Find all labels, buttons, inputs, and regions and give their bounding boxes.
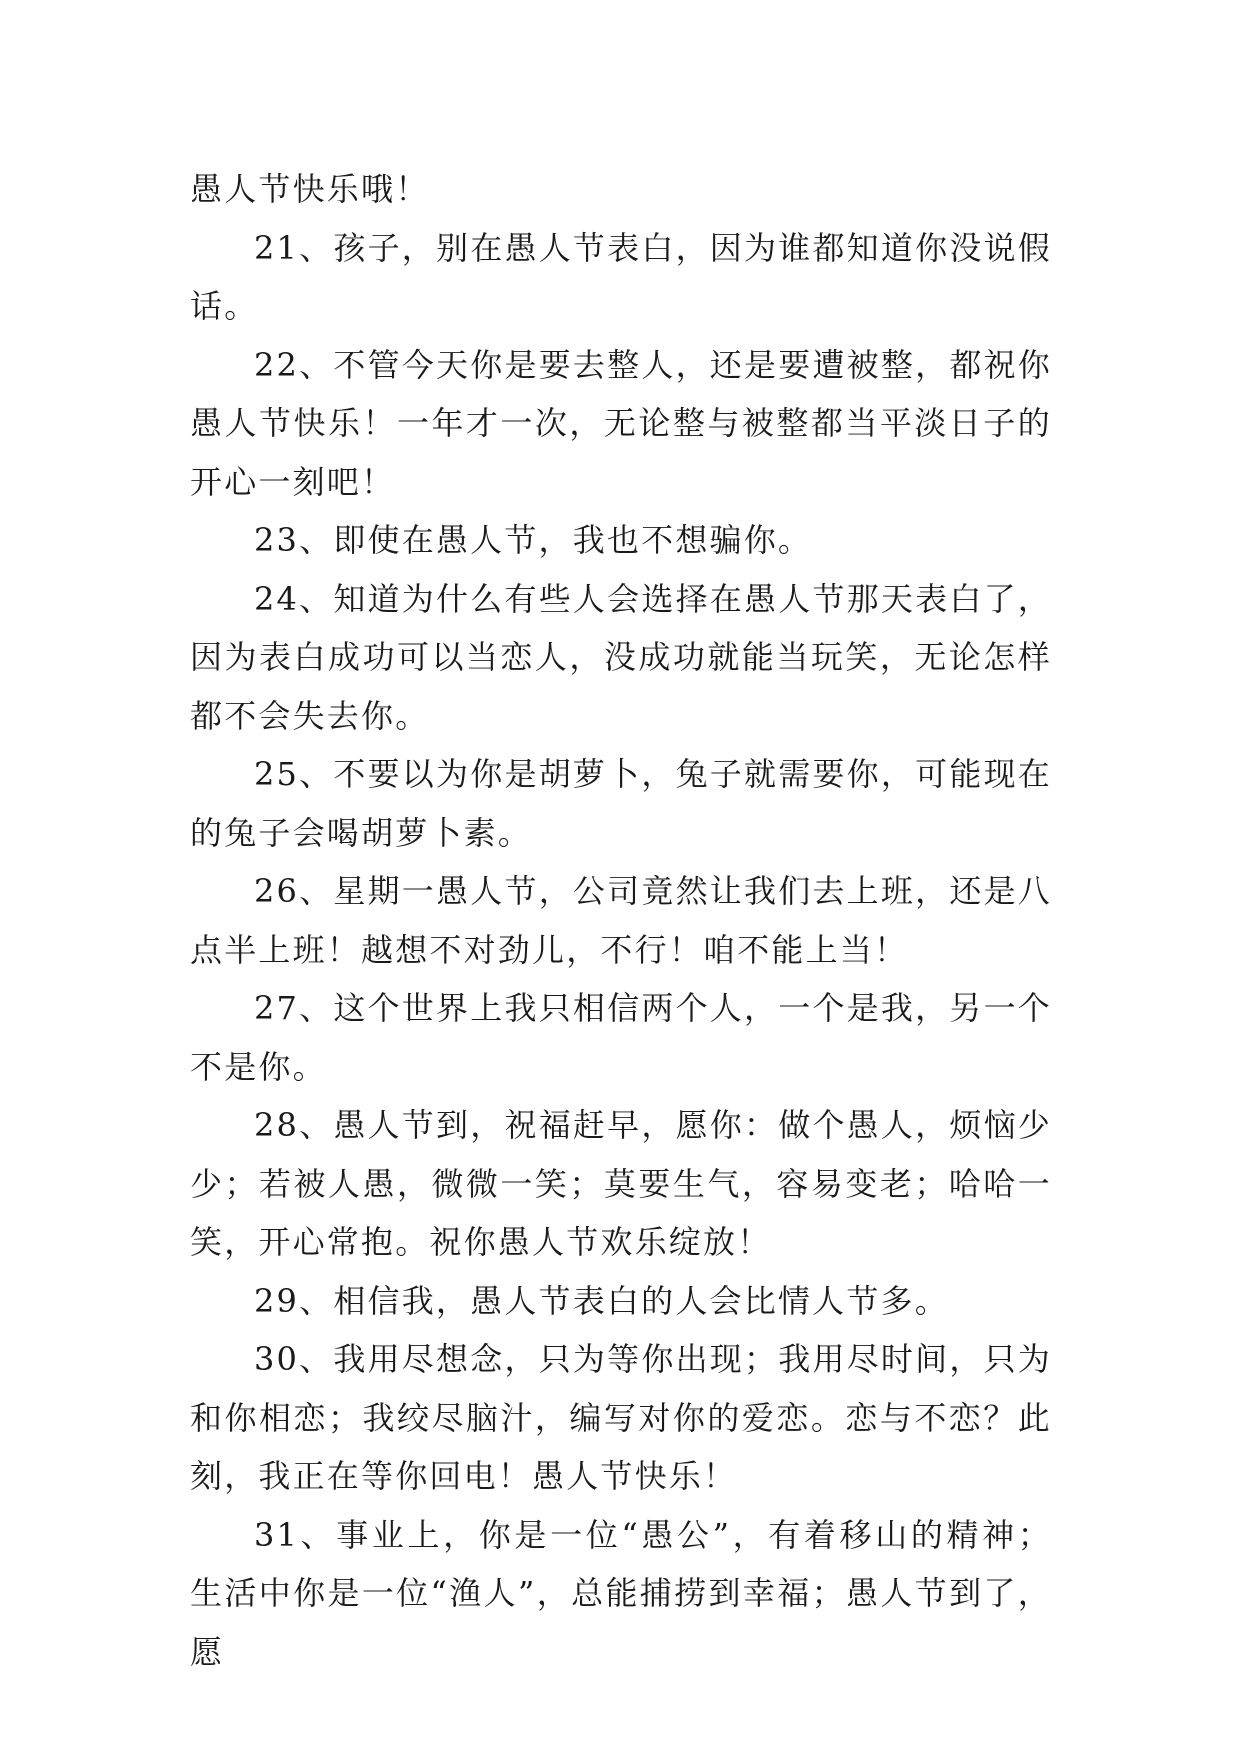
paragraph: 26、星期一愚人节，公司竟然让我们去上班，还是八点半上班！越想不对劲儿，不行！咱不能上当！	[190, 872, 1052, 969]
paragraph: 27、这个世界上我只相信两个人，一个是我，另一个不是你。	[190, 989, 1052, 1086]
paragraph: 22、不管今天你是要去整人，还是要遭被整，都祝你愚人节快乐！一年才一次，无论整与被整都当平淡日子的开心一刻吧！	[190, 345, 1052, 501]
paragraph: 21、孩子，别在愚人节表白，因为谁都知道你没说假话。	[190, 228, 1052, 325]
paragraph: 愚人节快乐哦！	[190, 170, 430, 208]
paragraph: 24、知道为什么有些人会选择在愚人节那天表白了，因为表白成功可以当恋人，没成功就能当玩笑，无论怎样都不会失去你。	[190, 579, 1052, 735]
paragraph: 23、即使在愚人节，我也不想骗你。	[254, 521, 813, 559]
paragraph: 25、不要以为你是胡萝卜，兔子就需要你，可能现在的兔子会喝胡萝卜素。	[190, 755, 1052, 852]
paragraph: 29、相信我，愚人节表白的人会比情人节多。	[254, 1281, 949, 1320]
paragraph: 28、愚人节到，祝福赶早，愿你：做个愚人，烦恼少少；若被人愚，微微一笑；莫要生气，容易变老；哈哈一笑，开心常抱。祝你愚人节欢乐绽放！	[190, 1106, 1052, 1261]
document-body	[190, 160, 1052, 1681]
paragraph: 31、事业上，你是一位“愚公”，有着移山的精神；生活中你是一位“渔人”，总能捕捞到幸福；愚人节到了，愿	[190, 1515, 1052, 1671]
paragraph: 30、我用尽想念，只为等你出现；我用尽时间，只为和你相恋；我绞尽脑汁，编写对你的爱恋。恋与不恋？此刻，我正在等你回电！愚人节快乐！	[190, 1340, 1052, 1495]
